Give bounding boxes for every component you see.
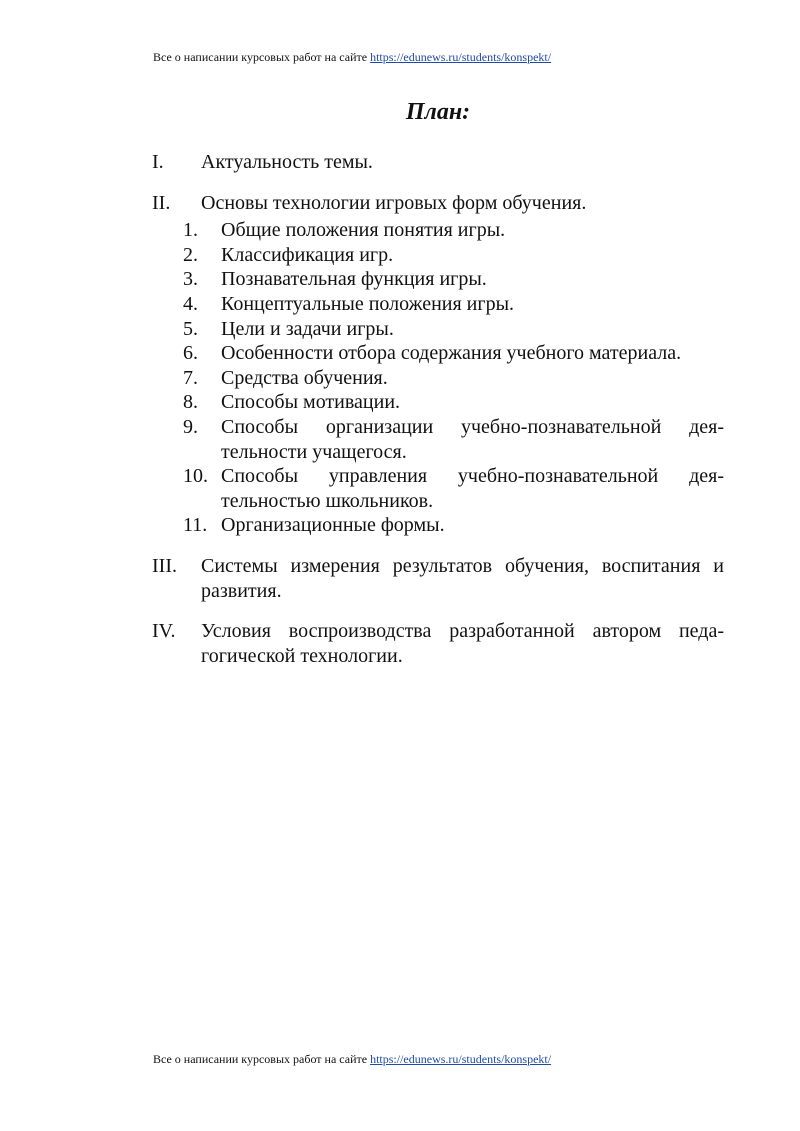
list-item xyxy=(152,341,724,366)
section-1 xyxy=(152,150,724,175)
item-number: 5. xyxy=(183,317,198,340)
header-text: Все о написании курсовых работ на сайте xyxy=(153,50,371,64)
section-text xyxy=(201,619,724,668)
page-header xyxy=(153,49,551,65)
list-item xyxy=(152,243,724,268)
section-number: II. xyxy=(152,191,171,214)
item-number: 1. xyxy=(183,219,198,242)
item-text: Средства обучения. xyxy=(221,366,388,389)
item-text xyxy=(221,464,724,513)
plan-outline xyxy=(152,150,724,684)
item-text xyxy=(221,415,724,464)
section-text-line: развития. xyxy=(201,579,282,602)
item-number: 7. xyxy=(183,366,198,389)
item-number: 11. xyxy=(183,514,208,537)
section-4 xyxy=(152,619,724,668)
section-text-line: Системы измерения результатов обучения, воспитания и xyxy=(201,554,724,577)
item-text-line: Способы управления учебно-познавательной дея- xyxy=(221,465,724,488)
header-site-link[interactable]: https://edunews.ru/students/konspekt/ xyxy=(370,50,552,64)
item-number: 6. xyxy=(183,342,198,365)
page-footer xyxy=(153,1051,551,1067)
section-text: Основы технологии игровых форм обучения. xyxy=(201,191,587,214)
list-item xyxy=(152,317,724,342)
list-item xyxy=(152,464,724,513)
item-text-line: Способы организации учебно-познавательной дея- xyxy=(221,415,724,438)
section-2-subitems xyxy=(152,218,724,538)
list-item xyxy=(152,415,724,464)
list-item xyxy=(152,292,724,317)
footer-site-link[interactable]: https://edunews.ru/students/konspekt/ xyxy=(370,1052,552,1066)
item-text: Познавательная функция игры. xyxy=(221,268,487,291)
item-text: Организационные формы. xyxy=(221,514,445,537)
item-number: 9. xyxy=(183,415,198,438)
item-text-line: тельностью школьников. xyxy=(221,489,434,512)
section-text-line: Условия воспроизводства разработанной автором педа- xyxy=(201,620,724,643)
section-number: IV. xyxy=(152,620,176,643)
item-number: 4. xyxy=(183,292,198,315)
item-number: 3. xyxy=(183,268,198,291)
item-number: 10. xyxy=(183,465,208,488)
list-item xyxy=(152,267,724,292)
item-text: Способы мотивации. xyxy=(221,391,401,414)
list-item xyxy=(152,218,724,243)
section-2 xyxy=(152,191,724,216)
item-text: Общие положения понятия игры. xyxy=(221,219,506,242)
section-3 xyxy=(152,554,724,603)
item-text: Классификация игр. xyxy=(221,243,394,266)
item-number: 2. xyxy=(183,243,198,266)
section-text xyxy=(201,554,724,603)
item-text: Особенности отбора содержания учебного материала. xyxy=(221,342,682,365)
item-text: Цели и задачи игры. xyxy=(221,317,394,340)
footer-text: Все о написании курсовых работ на сайте xyxy=(153,1052,371,1066)
section-text-line: гогической технологии. xyxy=(201,644,403,667)
section-number: III. xyxy=(152,554,177,577)
item-text: Концептуальные положения игры. xyxy=(221,292,515,315)
list-item xyxy=(152,366,724,391)
item-text-line: тельности учащегося. xyxy=(221,440,407,463)
plan-title: План: xyxy=(405,99,471,125)
item-number: 8. xyxy=(183,391,198,414)
list-item xyxy=(152,390,724,415)
section-text: Актуальность темы. xyxy=(201,151,373,173)
list-item xyxy=(152,513,724,538)
section-number: I. xyxy=(152,151,164,173)
